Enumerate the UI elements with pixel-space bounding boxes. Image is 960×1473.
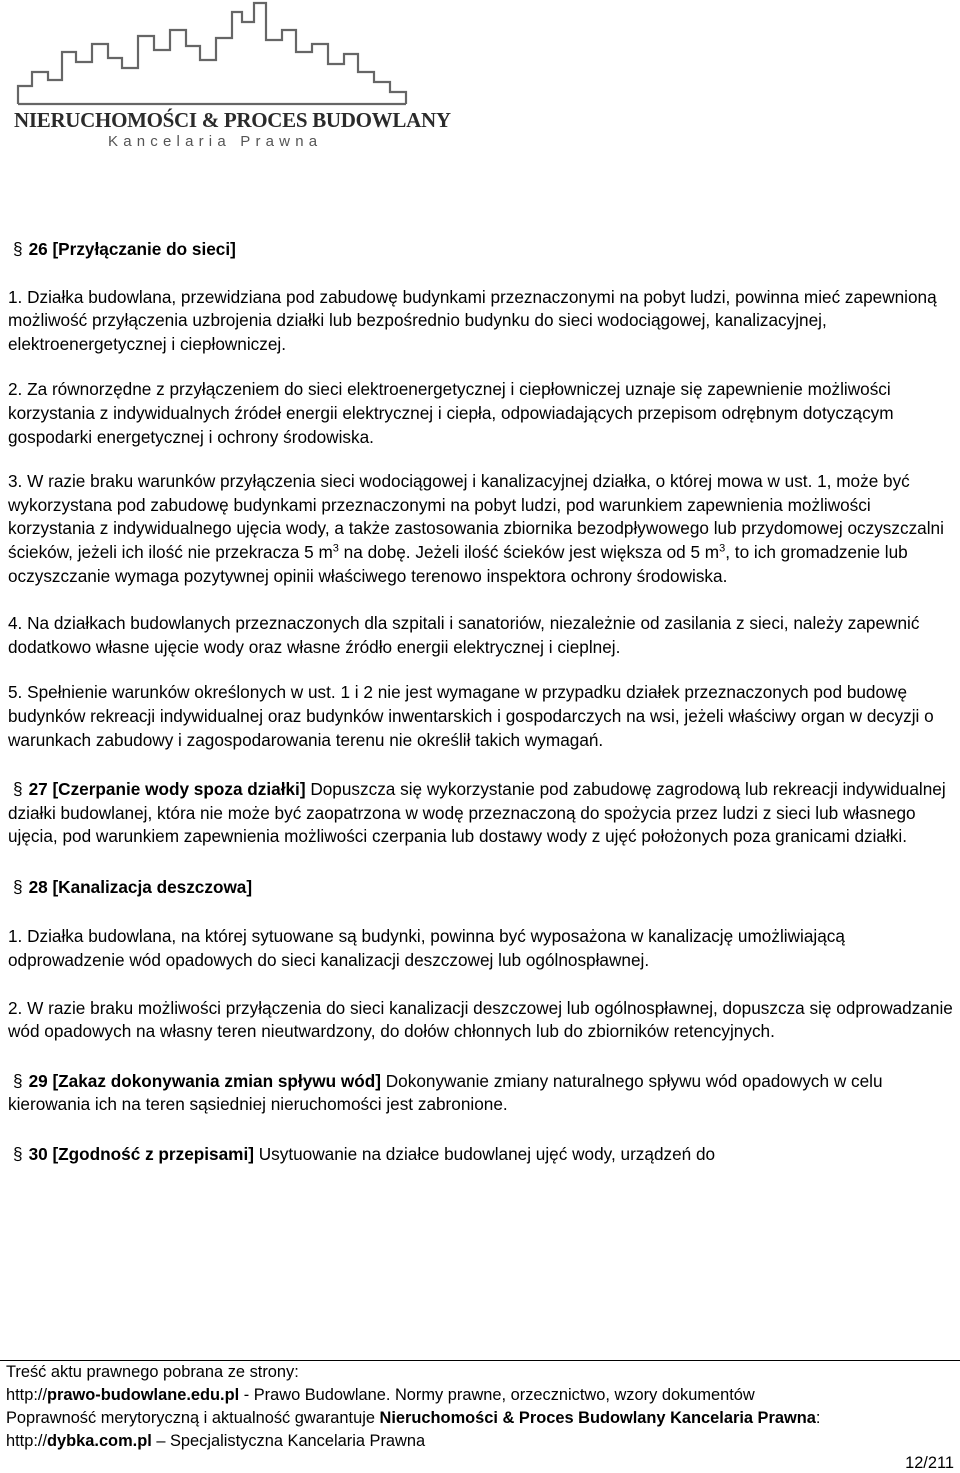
section-29-body: Dokonywanie zmiany naturalnego spływu wód opadowych w celu kierowania ich na teren sąsiedniej nieruchomości jest zabronione. bbox=[8, 1070, 883, 1115]
section-27 bbox=[8, 778, 956, 849]
section-29-heading: 29 [Zakaz dokonywania zmian spływu wód] bbox=[28, 1070, 381, 1091]
section-30-heading: 30 [Zgodność z przepisami] bbox=[28, 1144, 254, 1165]
logo-title: NIERUCHOMOŚCI & PROCES BUDOWLANY bbox=[14, 108, 451, 132]
paragraph-sign-icon: § bbox=[13, 779, 23, 800]
footer-source-line: http://prawo-budowlane.edu.pl - Prawo Budowlane. Normy prawne, orzecznictwo, wzory dokumentów bbox=[6, 1386, 755, 1404]
section-28-p2: 2. W razie braku możliwości przyłączenia do sieci kanalizacji deszczowej lub ogólnospławnej, dopuszcza się odprowadzanie wód opadowych na własny teren nieutwardzony, do dołów chłonnych lub do zbiorników retencyjnych. bbox=[8, 997, 953, 1042]
section-26-p2: 2. Za równorzędne z przyłączeniem do sieci elektroenergetycznej i ciepłowniczej uznaje się zapewnienie możliwości korzystania z indywidualnych źródeł energii elektrycznej i ciepła, odpowiadających przepisom odrębnym dotyczącym gospodarki energetycznej i ochrony środowiska. bbox=[8, 379, 894, 447]
footer-link-dybka[interactable]: dybka.com.pl bbox=[47, 1432, 152, 1450]
header-logo bbox=[0, 0, 960, 160]
section-26-p3: 3. W razie braku warunków przyłączenia sieci wodociągowej i kanalizacyjnej działka, o której mowa w ust. 1, może być wykorzystana pod zabudowę budynkami przeznaczonymi na pobyt ludzi, pod warunkiem zapewnienia możliwości korzystania z indywidualnego ujęcia wody, a także zastosowania zbiornika bezodpływowego lub przydomowej oczyszczalni ścieków, jeżeli ich ilość nie przekracza 5 $m^3$ na dobę. Jeżeli ilość ścieków jest większa od 5 $m^3$, to ich gromadzenie lub oczyszczanie wymaga pozytywnej opinii właściwego terenowo inspektora ochrony środowiska. bbox=[8, 471, 944, 586]
footer-divider bbox=[0, 1360, 960, 1361]
section-27-heading: 27 [Czerpanie wody spoza działki] bbox=[28, 779, 306, 800]
section-28-heading: § 28 [Kanalizacja deszczowa] bbox=[13, 876, 253, 897]
section-26-p1: 1. Działka budowlana, przewidziana pod zabudowę budynkami przeznaczonymi na pobyt ludzi, powinna mieć zapewnioną możliwość przyłączenia uzbrojenia działki lub bezpośrednio budynku do sieci wodociągowej, kanalizacyjnej, elektroenergetycznej i ciepłowniczej. bbox=[8, 286, 937, 354]
document-body bbox=[8, 238, 956, 1167]
city-skyline-logo-icon bbox=[10, 0, 430, 110]
section-30-body: Usytuowanie na działce budowlanej ujęć wody, urządzeń do bbox=[253, 1144, 716, 1165]
section-26-heading: § 26 [Przyłączanie do sieci] bbox=[13, 239, 236, 259]
section-26-p4: 4. Na działkach budowlanych przeznaczonych dla szpitali i sanatoriów, niezależnie od zasilania z sieci, należy zapewnić dodatkowo własne ujęcie wody oraz własne źródło energii elektrycznej i cieplnej. bbox=[8, 613, 920, 657]
page-number: 12/211 bbox=[905, 1454, 954, 1472]
paragraph-sign-icon: § bbox=[13, 239, 23, 259]
paragraph-sign-icon: § bbox=[13, 1070, 23, 1091]
section-26-p5: 5. Spełnienie warunków określonych w ust. 1 i 2 nie jest wymagane w przypadku działek przeznaczonych pod budowę budynków rekreacji indywidualnej oraz budynków inwentarskich i gospodarczych na wsi, jeżeli właściwy organ w decyzji o warunkach zabudowy i zagospodarowania terenu nie określił takich wymagań. bbox=[8, 682, 934, 750]
paragraph-sign-icon: § bbox=[13, 1144, 23, 1165]
footer-source-label: Treść aktu prawnego pobrana ze strony: bbox=[6, 1363, 299, 1381]
footer-kancelaria-line: http://dybka.com.pl – Specjalistyczna Kancelaria Prawna bbox=[6, 1432, 426, 1450]
section-30 bbox=[8, 1143, 956, 1167]
section-27-body: Dopuszcza się wykorzystanie pod zabudowę zagrodową lub rekreacji indywidualnej działki budowlanej, która nie może być zaopatrzona w wodę przeznaczoną do spożycia przez ludzi z sieci lub własnego ujęcia, pod warunkiem zapewnienia możliwości czerpania lub dostawy wody z ujęć położonych poza granicami działki. bbox=[8, 779, 946, 847]
footer-guarantee-line: Poprawność merytoryczną i aktualność gwarantuje Nieruchomości & Proces Budowlany Kancelaria Prawna: bbox=[6, 1409, 821, 1427]
footer-link-prawo-budowlane[interactable]: prawo-budowlane.edu.pl bbox=[47, 1386, 240, 1404]
logo-subtitle: Kancelaria Prawna bbox=[108, 133, 323, 150]
section-29 bbox=[8, 1070, 956, 1117]
section-28-p1: 1. Działka budowlana, na której sytuowane są budynki, powinna być wyposażona w kanalizację umożliwiającą odprowadzenie wód opadowych do sieci kanalizacji deszczowej lub ogólnospławnej. bbox=[8, 926, 845, 971]
paragraph-sign-icon: § bbox=[13, 876, 23, 897]
